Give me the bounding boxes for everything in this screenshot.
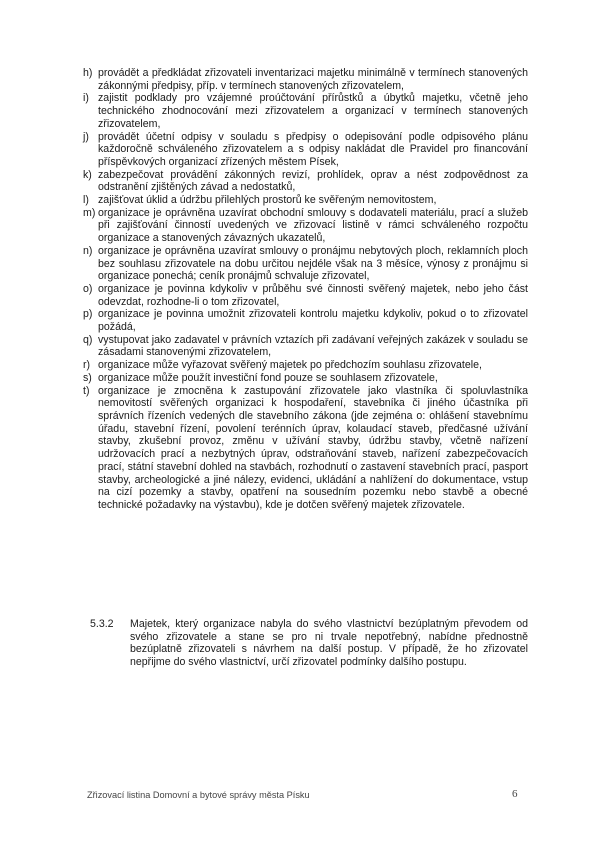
list-text: organizace je oprávněna uzavírat obchodní smlouvy s dodavateli materiálu, prací a služeb při zajišťování činností uvedených ve zřizovací listině v rámci schváleného rozpočtu organizace a stanovených závazných ukazatelů, [98,206,528,245]
list-text: zabezpečovat provádění zákonných revizí, prohlídek, oprav a nést zodpovědnost za odstranění zjištěných závad a nedostatků, [98,168,528,194]
list-letter: o) [83,282,93,295]
list-text: organizace může použít investiční fond pouze se souhlasem zřizovatele, [98,371,438,384]
list-letter: h) [83,67,93,79]
list-letter: j) [83,130,89,143]
list-item-p [83,308,528,333]
page-number: 6 [512,788,518,800]
list-text: organizace může vyřazovat svěřený majetek po předchozím souhlasu zřizovatele, [98,359,482,372]
list-item-l [83,194,528,207]
list-text: organizace je oprávněna uzavírat smlouvy o pronájmu nebytových ploch, reklamních ploch bez souhlasu zřizovatele na dobu určitou nejdéle však na 3 měsíce, výnosy z pronájmu si organizace ponechá; ceník pronájmů schvaluje zřizovatel, [98,244,528,283]
list-item-n [83,245,528,283]
list-item-m [83,207,528,245]
list-text: organizace je povinna kdykoliv v průběhu své činnosti svěřený majetek, nebo jeho část odevzdat, rozhodne-li o tom zřizovatel, [98,282,528,308]
list-text: zajistit podklady pro vzájemné proúčtování přírůstků a úbytků majetku, včetně jeho technického zhodnocování mezi zřizovatelem a organizací v termínech stanovených zřizovatelem, [98,92,528,130]
list-item-t [83,385,528,512]
list-text: provádět účetní odpisy v souladu s předpisy o odepisování podle odpisového plánu každoročně schváleného zřizovatelem a s odpisy nakládat dle Pravidel pro financování příspěvkových organizací zřízených městem Písek, [98,130,528,168]
section-5-3-2 [90,618,528,669]
list-letter: t) [83,384,90,397]
list-letter: l) [83,194,89,207]
list-item-h [83,67,528,92]
list-text: organizace je zmocněna k zastupování zřizovatele jako vlastníka či spoluvlastníka nemovitostí svěřených organizaci k hospodaření, stavebníka či jiného účastníka při správních řízeních vedených dle stavebního zákona (jde zejména o: ohlášení stavebnímu úřadu, stavební řízení, povolení terénních úprav, kolaudací staveb, předčasné užívání stavby, zkušební provoz, změnu v užívání stavby, údržbu stavby, včetně nařízení udržovacích prací a nezbytných úprav, odstraňování staveb, nařízení zabezpečovacích prací, státní stavební dohled na stavbách, rozhodnutí o zastavení stavebních prací, pasport stavby, archeologické a jiné nálezy, evidenci, ukládání a nahlížení do dokumentace, vstup na cizí pozemky a stavby, opatření na sousedním pozemku nebo stavbě a obecné technické požadavky na výstavbu), kde je dotčen svěřený majetek zřizovatele. [98,384,528,511]
list-letter: i) [83,92,89,105]
list-item-i [83,92,528,130]
list-item-s [83,372,528,385]
list-letter: q) [83,333,93,346]
list-text: vystupovat jako zadavatel v právních vztazích při zadávaní veřejných zakázek v souladu se zásadami stanovenými zřizovatelem, [98,333,528,359]
list-letter: p) [83,308,93,321]
list-letter: m) [83,206,96,219]
list-text: organizace je povinna umožnit zřizovateli kontrolu majetku kdykoliv, pokud o to zřizovatel požádá, [98,308,528,334]
list-text: zajišťovat úklid a údržbu přilehlých prostorů ke svěřeným nemovitostem, [98,194,437,207]
list-letter: n) [83,244,93,257]
list-item-j [83,131,528,169]
list-letter: s) [83,371,92,384]
section-number: 5.3.2 [90,618,114,630]
list-letter: k) [83,168,92,181]
obligations-list [83,67,528,512]
list-item-r [83,359,528,372]
list-text: provádět a předkládat zřizovateli inventarizaci majetku minimálně v termínech stanovených zákonnými předpisy, příp. v termínech stanovených zřizovatelem, [98,67,528,92]
list-item-q [83,334,528,359]
list-item-k [83,169,528,194]
list-item-o [83,283,528,308]
footer-document-title: Zřizovací listina Domovní a bytové správy města Písku [87,790,310,800]
list-letter: r) [83,359,91,372]
section-text: Majetek, který organizace nabyla do svého vlastnictví bezúplatným převodem od svého zřizovatele a stane se pro ni trvale nepotřebný, nabídne přednostně bezúplatně zřizovateli s návrhem na další postup. V případě, že ho zřizovatel nepřijme do svého vlastnictví, určí zřizovatel podmínky dalšího postupu. [130,618,528,669]
